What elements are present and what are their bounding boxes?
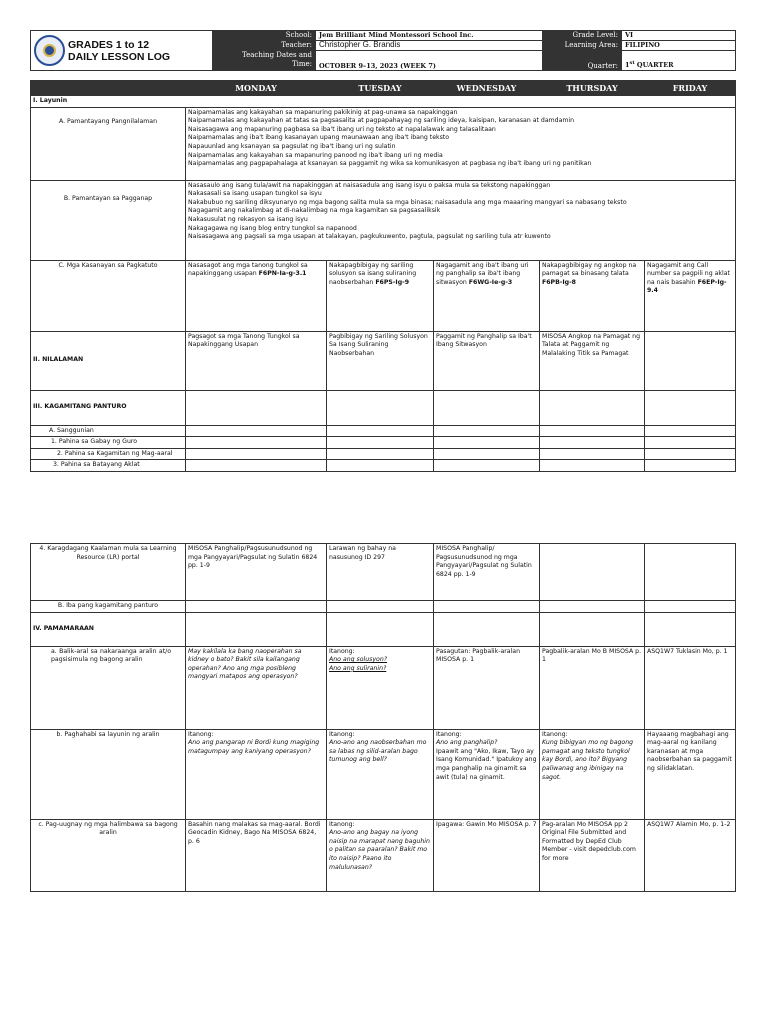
header-title-cell: [31, 31, 213, 71]
empty-cell: [540, 601, 645, 613]
sanggunian-label: A. Sanggunian: [31, 425, 186, 437]
performance-standard-line: Nakasusulat ng rekasyon sa isang isyu: [188, 215, 308, 223]
header-table: [30, 30, 736, 71]
empty-cell: [434, 460, 540, 472]
performance-standard-line: Nasasaulo ang isang tula/awit na napakinggan at naisasadula ang isang isyu o paksa mula sa tekstong napakinggan: [188, 181, 551, 189]
teaching-dates-label: [213, 51, 316, 71]
empty-cell: [645, 425, 736, 437]
pag-uugnay-thursday: Pag-aralan Mo MISOSA pp 2 Original File Submitted and Formatted by DepEd Club Member - visit depedclub.com for more: [540, 819, 645, 891]
day-header-thursday: THURSDAY: [540, 81, 645, 96]
kasanayan-thursday: [540, 260, 645, 331]
paghahabi-label: b. Paghahabi sa layunin ng aralin: [31, 729, 186, 819]
empty-cell: [327, 425, 434, 437]
nilalaman-friday: [645, 331, 736, 390]
title-line2: DAILY LESSON LOG: [68, 50, 171, 63]
kasanayan-label: C. Mga Kasanayan sa Pagkatuto: [31, 260, 186, 331]
content-standard-line: Naipamamalas ang pagpapahalaga at ksanayan sa paggamit ng wika sa komunikasyon at pagbasa ng iba't ibang uri ng panitikan: [188, 160, 592, 168]
lesson-grid-part1: [30, 80, 736, 472]
empty-cell: [186, 448, 327, 460]
day-header-monday: MONDAY: [186, 81, 327, 96]
quarter-suffix: st: [629, 60, 635, 67]
empty-cell: [327, 437, 434, 449]
lr-portal-monday: MISOSA Panghalip/Pagsusunudsunod ng mga Pangyayari/Pagsulat ng Sulatin 6824 pp. 1-9: [186, 544, 327, 601]
empty-cell: [186, 612, 327, 646]
pamantayan-sa-pagganap-content: [186, 180, 736, 260]
empty-cell: [186, 437, 327, 449]
paghahabi-monday-question: Ano ang pangarap ni Bordi kung magiging matagumpay ang kaniyang operasyon?: [188, 739, 320, 755]
empty-cell: [434, 437, 540, 449]
learning-area-value: FILIPINO: [622, 41, 736, 51]
paghahabi-wednesday-prompt: Itanong:: [436, 730, 462, 738]
day-header-wednesday: WEDNESDAY: [434, 81, 540, 96]
empty-cell: [434, 390, 540, 425]
day-header-friday: FRIDAY: [645, 81, 736, 96]
teaching-dates-value: OCTOBER 9–13, 2023 (WEEK 7): [316, 51, 543, 71]
pag-uugnay-monday: Basahin nang malakas sa mag-aaral. Bordi Geocadin Kidney, Bago Na MISOSA 6824, p. 6: [186, 819, 327, 891]
kasanayan-friday: [645, 260, 736, 331]
paghahabi-monday: [186, 729, 327, 819]
paghahabi-tuesday-prompt: Itanong:: [329, 730, 355, 738]
pag-uugnay-label: c. Pag-uugnay ng mga halimbawa sa bagong aralin: [31, 819, 186, 891]
kasanayan-thursday-code: F6PB-Ig-8: [542, 278, 576, 286]
pag-uugnay-tuesday: [327, 819, 434, 891]
dates-label-2: Time:: [291, 60, 312, 68]
teacher-value: Christopher G. Brandis: [316, 41, 543, 51]
paghahabi-monday-prompt: Itanong:: [188, 730, 214, 738]
content-standard-line: Naipamamalas ang kakayahan sa mapanuring panood ng iba't ibang uri ng media: [188, 151, 443, 159]
deped-seal-icon: [34, 35, 65, 66]
dates-label-1: Teaching Dates and: [241, 51, 312, 59]
content-standard-line: Naipamamalas ang kakayahan sa mapanuring pakikinig at pag-unawa sa napakinggan: [188, 108, 458, 116]
empty-cell: [434, 612, 540, 646]
balik-aral-tuesday-q1: Ano ang solusyon?: [329, 656, 388, 664]
quarter-value: [622, 51, 736, 71]
empty-cell: [327, 460, 434, 472]
balik-aral-friday: ASQ1W7 Tuklasin Mo, p. 1: [645, 646, 736, 729]
kasanayan-tuesday-text: Nakapagbibigay ng sariling solusyon sa isang suliraning naobserbahan: [329, 261, 417, 286]
empty-cell: [540, 612, 645, 646]
empty-cell: [327, 448, 434, 460]
empty-cell: [434, 601, 540, 613]
empty-cell: [186, 460, 327, 472]
paghahabi-wednesday-activity: Ipaawit ang "Ako, Ikaw, Tayo ay Isang Komunidad." Ipatukoy ang mga panghalip na ginamit sa awit (tula) na ginamit.: [436, 747, 537, 781]
paghahabi-wednesday: [434, 729, 540, 819]
kasanayan-tuesday-code: F6PS-Ig-9: [375, 278, 410, 286]
paghahabi-thursday-question: Kung bibigyan mo ng bagong pamagat ang teksto tungkol kay Bordi, ano ito? Bigyang paliwanag ang ibinigay na sagot.: [542, 739, 634, 781]
empty-cell: [327, 390, 434, 425]
empty-cell: [540, 437, 645, 449]
corner-cell: [31, 81, 186, 96]
pag-uugnay-friday: ASQ1W7 Alamin Mo, p. 1-2: [645, 819, 736, 891]
empty-cell: [645, 601, 736, 613]
balik-aral-wednesday: Pasagutan: Pagbalik-aralan MISOSA p. 1: [434, 646, 540, 729]
balik-aral-tuesday-q2: Ano ang suliranin?: [329, 664, 387, 672]
empty-cell: [540, 390, 645, 425]
pamantayang-pangnilalaman-content: [186, 107, 736, 180]
iba-pang-kagamitan-label: B. Iba pang kagamitang panturo: [31, 601, 186, 613]
grade-level-value: VI: [622, 31, 736, 41]
pamantayang-pangnilalaman-label: A. Pamantayang Pangnilalaman: [31, 107, 186, 180]
paghahabi-wednesday-question: Ano ang panghalip?: [436, 739, 498, 747]
balik-aral-tuesday-prompt: Itanong:: [329, 647, 355, 655]
kagamitang-panturo-heading: III. KAGAMITANG PANTURO: [31, 390, 186, 425]
paghahabi-tuesday-question: Ano-ano ang naobserbahan mo sa labas ng silid-aralan bago tumunog ang bell?: [329, 739, 427, 764]
day-header-tuesday: TUESDAY: [327, 81, 434, 96]
performance-standard-line: Nakabubuo ng sariling diksyunaryo ng mga bagong salita mula sa mga binasa; naisasadula ang mga maaaring mangyari sa nabasang teksto: [188, 198, 627, 206]
learning-area-label: Learning Area:: [543, 41, 622, 51]
kasanayan-monday: [186, 260, 327, 331]
empty-cell: [645, 448, 736, 460]
pamantayan-sa-pagganap-label: B. Pamantayan sa Pagganap: [31, 180, 186, 260]
empty-cell: [645, 544, 736, 601]
pag-uugnay-tuesday-prompt: Itanong:: [329, 820, 355, 828]
lr-portal-label: 4. Karagdagang Kaalaman mula sa Learning Resource (LR) portal: [31, 544, 186, 601]
nilalaman-heading: II. NILALAMAN: [31, 331, 186, 390]
lr-portal-wednesday: MISOSA Panghalip/ Pagsusunudsunod ng mga Pangyayari/Pagsulat ng Sulatin 6824 pp. 1-9: [434, 544, 540, 601]
empty-cell: [540, 544, 645, 601]
balik-aral-label: a. Balik-aral sa nakaraanga aralin at/o pagsisimula ng bagong aralin: [31, 646, 186, 729]
quarter-text: QUARTER: [634, 61, 674, 70]
content-standard-line: Naisasagawa ang mapanuring pagbasa sa iba't ibang uri ng teksto at napalalawak ang talasalitaan: [188, 125, 496, 133]
layunin-heading: I. Layunin: [31, 96, 736, 108]
log-title: [68, 39, 170, 63]
empty-cell: [540, 448, 645, 460]
content-standard-line: Naipamamalas ang kakayahan at tatas sa pagsasalita at pagpapahayag ng sariling ideya, kaisipan, karanasan at damdamin: [188, 117, 575, 125]
balik-aral-thursday: Pagbalik-aralan Mo B MISOSA p. 1: [540, 646, 645, 729]
performance-standard-line: Nagagamit ang nakalimbag at di-nakalimbag na mga kagamitan sa pagsasaliksik: [188, 207, 441, 215]
paghahabi-thursday-prompt: Itanong:: [542, 730, 568, 738]
kasanayan-friday-code: F6EP-Ig-9.4: [647, 278, 727, 295]
paghahabi-tuesday: [327, 729, 434, 819]
empty-cell: [645, 460, 736, 472]
empty-cell: [186, 390, 327, 425]
kasanayan-wednesday-code: F6WG-Ie-g-3: [468, 278, 513, 286]
content-standard-line: Napauunlad ang ksanayan sa pagsulat ng iba't ibang uri ng sulatin: [188, 142, 396, 150]
kasanayan-monday-text: Nasasagot ang mga tanong tungkol sa napakinggang usapan: [188, 261, 308, 278]
performance-standard-line: Nakagagawa ng isang blog entry tungkol sa napanood: [188, 224, 357, 232]
empty-cell: [645, 390, 736, 425]
balik-aral-monday: May kakilala ka bang naoperahan sa kidney o bato? Bakit sila kailangang operahan? Ano ang mga posibleng mangyari matapos ang operasyon?: [186, 646, 327, 729]
kasanayan-tuesday: [327, 260, 434, 331]
school-value: Jem Brilliant Mind Montessori School Inc.: [316, 31, 543, 41]
performance-standard-line: Nakasasali sa isang usapan tungkol sa isyu: [188, 190, 322, 198]
empty-cell: [327, 601, 434, 613]
kasanayan-monday-code: F6PN-Ia-g-3.1: [258, 270, 307, 278]
empty-cell: [540, 425, 645, 437]
kasanayan-wednesday: [434, 260, 540, 331]
nilalaman-tuesday: Pagbibigay ng Sariling Solusyon Sa Isang Suliraning Naobserbahan: [327, 331, 434, 390]
content-standard-line: Naipamamalas ang iba't ibang kasanayan upang maunawaan ang iba't ibang teksto: [188, 134, 450, 142]
kasanayan-wednesday-text: Nagagamit ang iba't ibang uri ng panghalip sa iba't ibang sitwasyon: [436, 261, 529, 286]
nilalaman-wednesday: Paggamit ng Panghalip sa Iba't Ibang Sitwasyon: [434, 331, 540, 390]
kasanayan-friday-text: Nagagamit ang Call number sa pagpili ng aklat na nais basahin: [647, 261, 730, 286]
lesson-grid-part2: [30, 543, 736, 892]
empty-cell: [645, 437, 736, 449]
empty-cell: [540, 460, 645, 472]
title-line1: GRADES 1 to 12: [68, 38, 150, 51]
empty-cell: [186, 425, 327, 437]
kasanayan-thursday-text: Nakapagbibigay ng angkop na pamagat sa binasang talata: [542, 261, 637, 278]
teacher-label: Teacher:: [213, 41, 316, 51]
quarter-number: 1: [625, 61, 630, 70]
balik-aral-tuesday: [327, 646, 434, 729]
batayang-aklat-label: 3. Pahina sa Batayang Aklat: [31, 460, 186, 472]
empty-cell: [434, 425, 540, 437]
pamamaraan-heading: IV. PAMAMARAAN: [31, 612, 186, 646]
pag-uugnay-wednesday: Ipagawa: Gawin Mo MISOSA p. 7: [434, 819, 540, 891]
empty-cell: [186, 601, 327, 613]
school-label: School:: [213, 31, 316, 41]
quarter-label: Quarter:: [543, 51, 622, 71]
paghahabi-friday: Hayaaang magbahagi ang mag-aaral ng kanilang karanasan at mga naobserbahan sa paggamit ng silidaklatan.: [645, 729, 736, 819]
lr-portal-tuesday: Larawan ng bahay na nasusunog ID 297: [327, 544, 434, 601]
empty-cell: [645, 612, 736, 646]
nilalaman-monday: Pagsagot sa mga Tanong Tungkol sa Napakinggang Usapan: [186, 331, 327, 390]
grade-level-label: Grade Level:: [543, 31, 622, 41]
kagamitan-ng-mag-aaral-label: 2. Pahina sa Kagamitan ng Mag-aaral: [31, 448, 186, 460]
performance-standard-line: Naisasagawa ang pagsali sa mga usapan at talakayan, pagkukuwento, pagtula, pagsulat ng sariling tula atr kuwento: [188, 233, 551, 241]
empty-cell: [434, 448, 540, 460]
gabay-ng-guro-label: 1. Pahina sa Gabay ng Guro: [31, 437, 186, 449]
paghahabi-thursday: [540, 729, 645, 819]
empty-cell: [327, 612, 434, 646]
pag-uugnay-tuesday-question: Ano-ano ang bagay na iyong naisip na marapat nang baguhin o palitan sa paaralan? Bakit mo ito naisip? Paano ito malulunasan?: [329, 829, 430, 871]
nilalaman-thursday: MISOSA Angkop na Pamagat ng Talata at Paggamit ng Malalaking Titik sa Pamagat: [540, 331, 645, 390]
